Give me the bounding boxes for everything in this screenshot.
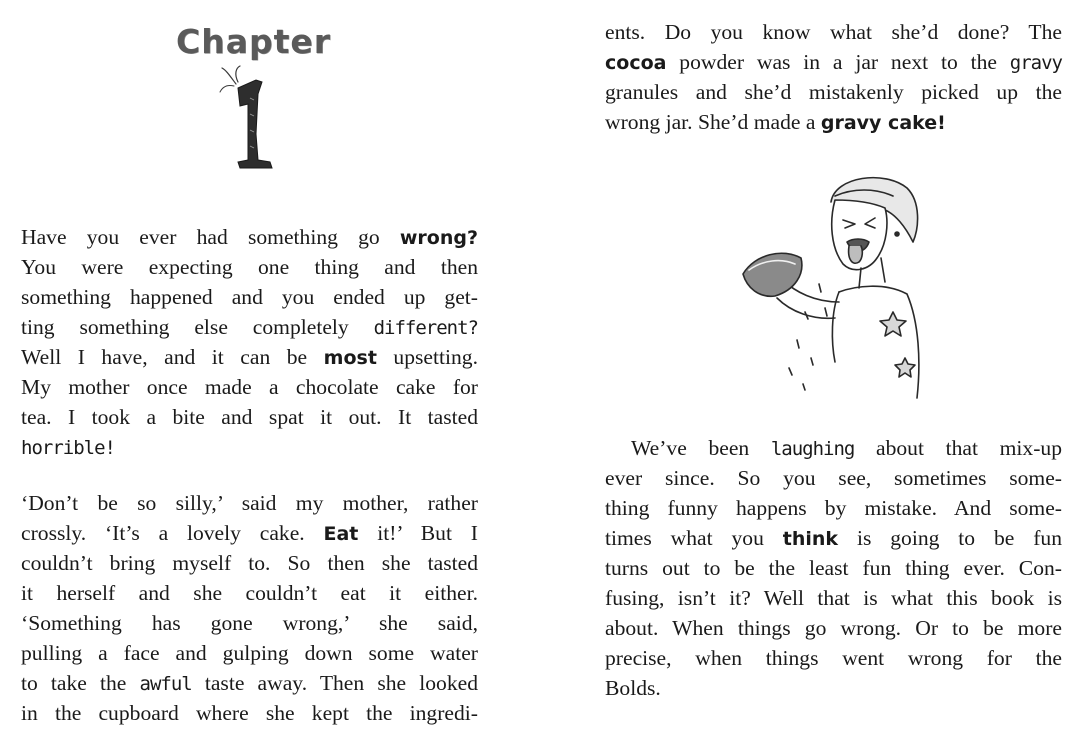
text-line: couldn’t bring myself to. So then she tasted <box>21 551 478 575</box>
chapter-heading: Chapter <box>176 22 332 61</box>
emphasis-cocoa: cocoa <box>605 52 667 74</box>
illustration-icon-name: woman-spitting-cake-illustration <box>735 162 749 163</box>
text-run: Well I have, and it can be <box>21 345 324 369</box>
chapter-number-text: 1 <box>216 64 217 65</box>
left-paragraph-2 <box>21 488 478 728</box>
right-paragraph-2 <box>605 433 1062 703</box>
text-line: pulling a face and gulping down some water <box>21 641 478 665</box>
text-run: ting something else completely <box>21 315 374 339</box>
text-line: granules and she’d mistakenly picked up the <box>605 80 1062 104</box>
right-paragraph-1 <box>605 17 1062 137</box>
text-line <box>605 523 1062 553</box>
text-run: times what you <box>605 526 783 550</box>
text-run: is going to be fun <box>838 526 1062 550</box>
emphasis-wrong: wrong? <box>399 227 478 249</box>
emphasis-gravy-cake: gravy cake! <box>820 112 946 134</box>
text-line <box>21 312 478 342</box>
emphasis-different: different? <box>373 317 478 339</box>
text-line <box>21 342 478 372</box>
text-line: You were expecting one thing and then <box>21 255 478 279</box>
text-run: crossly. ‘It’s a lovely cake. <box>21 521 324 545</box>
text-run: it!’ But I <box>358 521 478 545</box>
text-line: Bolds. <box>605 676 661 700</box>
text-line: ever since. So you see, sometimes some- <box>605 466 1062 490</box>
text-line: turns out to be the least fun thing ever. Con- <box>605 556 1062 580</box>
emphasis-think: think <box>782 528 839 550</box>
text-line: something happened and you ended up get- <box>21 285 478 309</box>
text-line: precise, when things went wrong for the <box>605 646 1062 670</box>
text-run: We’ve been <box>631 436 771 460</box>
text-run: powder was in a jar next to the <box>666 50 1010 74</box>
text-line: about. When things go wrong. Or to be more <box>605 616 1062 640</box>
text-run: taste away. Then she looked <box>191 671 478 695</box>
text-line: in the cupboard where she kept the ingredi- <box>21 701 478 725</box>
woman-spitting-cake-illustration <box>735 162 925 402</box>
emphasis-most: most <box>323 347 377 369</box>
text-line: ents. Do you know what she’d done? The <box>605 20 1062 44</box>
chapter-number-illustration <box>216 64 286 174</box>
text-line: it herself and she couldn’t eat it either. <box>21 581 478 605</box>
emphasis-horrible: horrible! <box>21 437 115 459</box>
text-line: fusing, isn’t it? Well that is what this book is <box>605 586 1062 610</box>
text-line: thing funny happens by mistake. And some- <box>605 496 1062 520</box>
text-line <box>21 518 478 548</box>
emphasis-laughing: laughing <box>770 438 855 460</box>
text-line: tea. I took a bite and spat it out. It tasted <box>21 405 478 429</box>
text-line <box>605 107 1062 137</box>
text-line <box>605 47 1062 77</box>
text-run: about that mix-up <box>854 436 1062 460</box>
text-line <box>605 433 1062 463</box>
text-line: ‘Something has gone wrong,’ she said, <box>21 611 478 635</box>
emphasis-gravy: gravy <box>1009 52 1062 74</box>
text-line <box>21 222 478 252</box>
text-run: Have you ever had something go <box>21 225 400 249</box>
emphasis-awful: awful <box>139 673 192 695</box>
text-line: ‘Don’t be so silly,’ said my mother, rather <box>21 491 478 515</box>
text-line: My mother once made a chocolate cake for <box>21 375 478 399</box>
text-run: to take the <box>21 671 140 695</box>
text-run: upsetting. <box>376 345 478 369</box>
left-paragraph-1 <box>21 222 478 462</box>
text-run: wrong jar. She’d made a <box>605 110 821 134</box>
text-line <box>21 668 478 698</box>
text-line <box>21 432 478 462</box>
emphasis-eat: Eat <box>323 523 359 545</box>
